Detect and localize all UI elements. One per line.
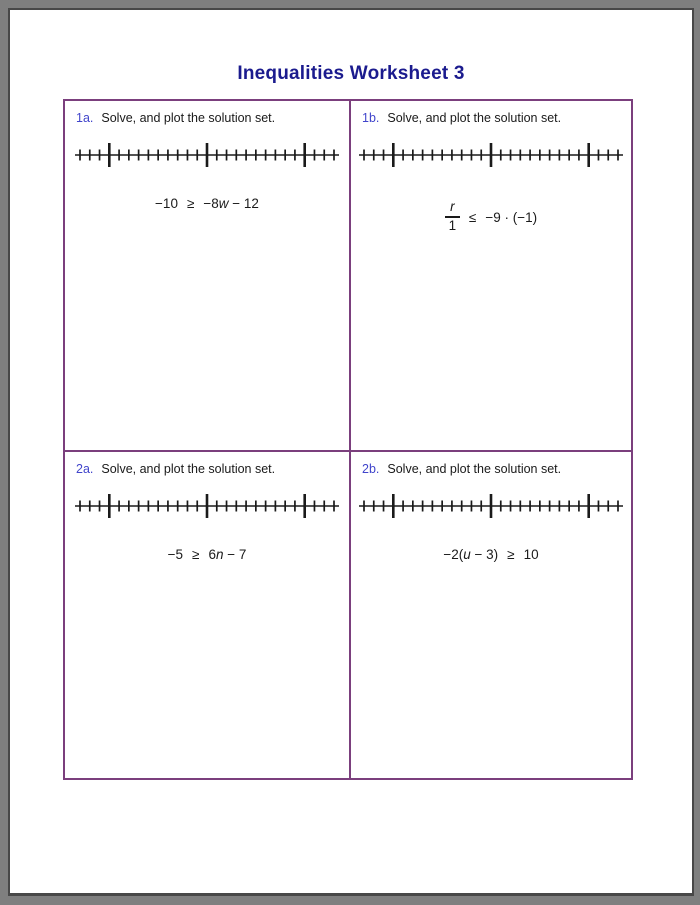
- equation: [65, 181, 349, 225]
- equation-term: w: [218, 195, 229, 211]
- problem-prompt: [76, 462, 275, 476]
- equation-operator: ≥: [507, 546, 515, 562]
- equation-term: − 3): [470, 546, 499, 562]
- problem-instruction: Solve, and plot the solution set.: [101, 111, 276, 125]
- problem-cell-2b: [351, 452, 631, 778]
- problem-instruction: Solve, and plot the solution set.: [101, 462, 276, 476]
- equation-term: u: [463, 546, 471, 562]
- equation-term: −8: [203, 195, 219, 211]
- fraction: [445, 200, 460, 234]
- equation-term: −2(: [443, 546, 464, 562]
- equation-operator: ≥: [192, 546, 200, 562]
- equation-term: n: [215, 546, 224, 562]
- problem-prompt: [76, 111, 275, 125]
- problem-cell-1b: [351, 101, 631, 452]
- number-line: [359, 491, 623, 521]
- worksheet-title: Inequalities Worksheet 3: [237, 63, 465, 84]
- problem-number: 2b.: [362, 462, 380, 476]
- problem-number: 2a.: [76, 462, 94, 476]
- equation-term: − 7: [223, 546, 247, 562]
- problem-instruction: Solve, and plot the solution set.: [387, 462, 562, 476]
- equation-operator: ≤: [468, 209, 477, 225]
- problem-prompt: [362, 462, 561, 476]
- problem-prompt: [362, 111, 561, 125]
- equation-term: − 12: [228, 195, 259, 211]
- fraction-denominator: 1: [448, 218, 457, 234]
- worksheet-page: [8, 8, 694, 896]
- number-line: [75, 491, 339, 521]
- number-line: [359, 140, 623, 170]
- problem-instruction: Solve, and plot the solution set.: [387, 111, 562, 125]
- problem-number: 1b.: [362, 111, 380, 125]
- equation-term: −10: [155, 195, 178, 211]
- equation-term: 10: [523, 546, 539, 562]
- equation: [351, 532, 631, 576]
- problem-number: 1a.: [76, 111, 94, 125]
- problems-grid: [63, 99, 633, 780]
- problem-cell-1a: [65, 101, 351, 452]
- equation-operator: ≥: [186, 195, 195, 211]
- equation-term: 6: [208, 546, 216, 562]
- problem-cell-2a: [65, 452, 351, 778]
- equation: [351, 195, 631, 239]
- equation-term: −9 · (−1): [485, 209, 538, 225]
- equation-term: −5: [167, 546, 184, 562]
- number-line: [75, 140, 339, 170]
- fraction-numerator: r: [450, 198, 455, 214]
- equation: [65, 532, 349, 576]
